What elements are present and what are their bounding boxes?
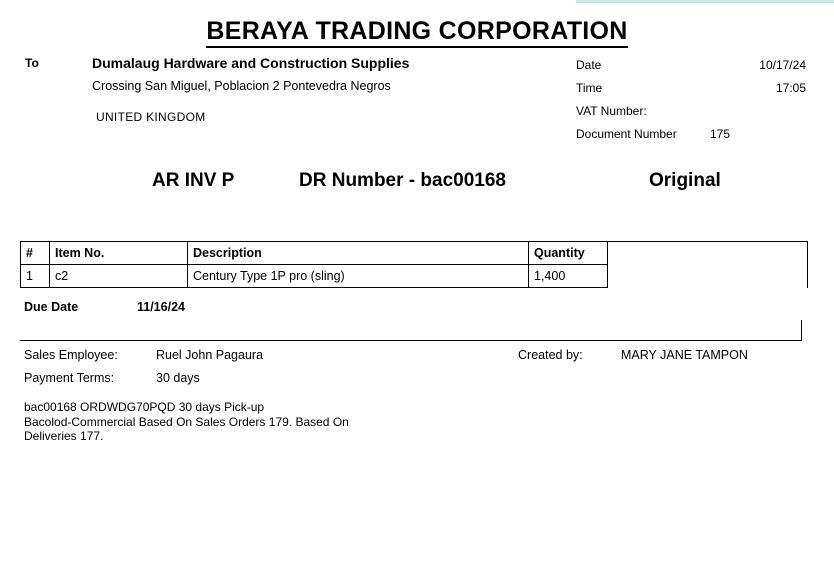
line-items-table (20, 241, 808, 288)
created-by-value: MARY JANE TAMPON (621, 348, 748, 362)
customer-address-line1: Crossing San Miguel, Poblacion 2 Pontevedra Negros (92, 79, 391, 93)
top-accent-strip (0, 0, 834, 4)
cell-description: Century Type 1P pro (sling) (188, 265, 529, 288)
meta-row-time (576, 77, 806, 100)
document-type: AR INV P (152, 170, 235, 191)
cell-number: 1 (21, 265, 50, 288)
time-value: 17:05 (775, 81, 806, 95)
sales-employee-label: Sales Employee: (24, 348, 118, 362)
sales-employee-value: Ruel John Pagaura (156, 348, 264, 362)
header-quantity: Quantity (529, 242, 608, 265)
accent-strip-segment (576, 0, 834, 3)
to-label: To (25, 56, 39, 70)
remarks-line-1: bac00168 ORDWDG70PQD 30 days Pick-up (24, 400, 265, 414)
meta-row-document-number (576, 123, 806, 146)
page-title (0, 17, 834, 46)
remarks-line-3: Deliveries 177. (24, 429, 104, 443)
table-row (21, 265, 808, 288)
remarks-block (24, 400, 454, 444)
document-meta-block (576, 54, 806, 146)
header-description: Description (188, 242, 529, 265)
dr-number: DR Number - bac00168 (299, 170, 506, 191)
header-item-no: Item No. (50, 242, 188, 265)
vat-number-label: VAT Number: (576, 104, 647, 118)
document-number-label: Document Number (576, 127, 677, 141)
footer-divider (20, 320, 802, 341)
cell-item-no: c2 (50, 265, 188, 288)
document-type-line (0, 170, 834, 198)
payment-terms-label: Payment Terms: (24, 371, 115, 385)
customer-address-line2: UNITED KINGDOM (96, 110, 206, 124)
document-number-value: 175 (710, 127, 731, 141)
remarks-line-2: Bacolod-Commercial Based On Sales Orders 179. Based On (24, 414, 349, 429)
customer-name: Dumalaug Hardware and Construction Supplies (92, 55, 410, 71)
cell-quantity: 1,400 (529, 265, 608, 288)
meta-row-date (576, 54, 806, 77)
copy-type: Original (649, 170, 721, 191)
table-header-row (21, 242, 808, 265)
header-number: # (21, 242, 50, 265)
company-title-text: BERAYA TRADING CORPORATION (206, 17, 627, 48)
created-by-label: Created by: (518, 348, 583, 362)
cell-blank (608, 265, 808, 288)
date-label: Date (576, 58, 602, 72)
due-date-label: Due Date (24, 300, 79, 314)
date-value: 10/17/24 (759, 58, 806, 72)
due-date-value: 11/16/24 (137, 300, 185, 314)
meta-row-vat (576, 100, 806, 123)
payment-terms-value: 30 days (156, 371, 200, 385)
time-label: Time (576, 81, 603, 95)
header-blank (608, 242, 808, 265)
